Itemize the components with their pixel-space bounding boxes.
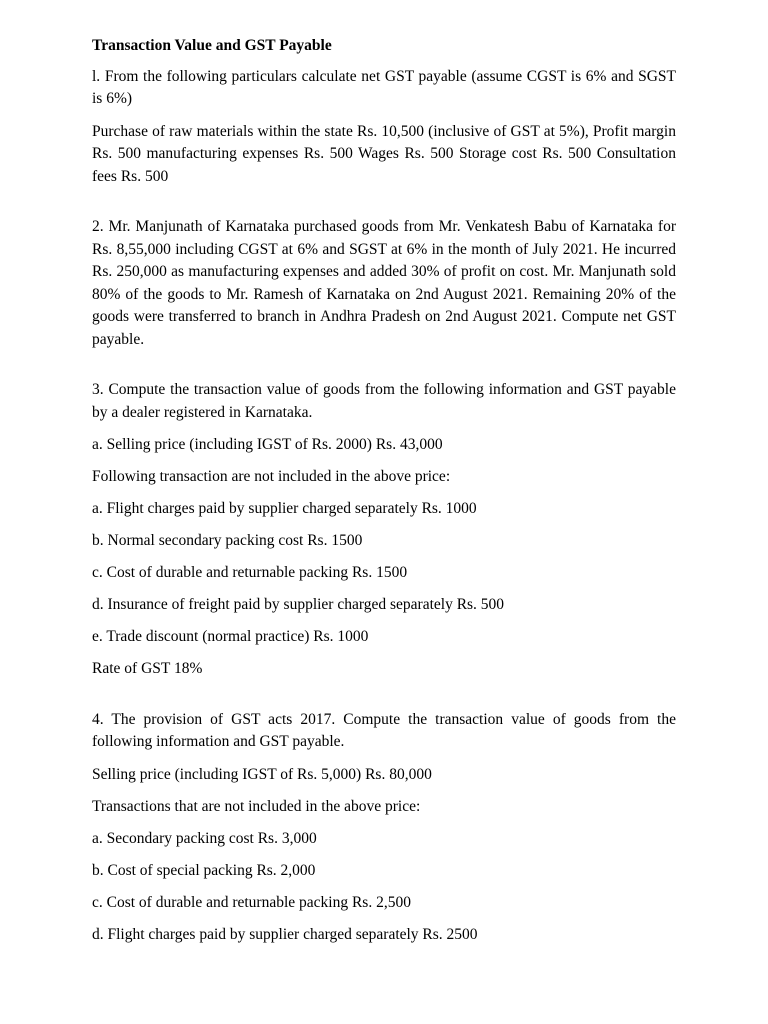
q3-item: b. Normal secondary packing cost Rs. 1500	[92, 532, 363, 549]
document-title: Transaction Value and GST Payable	[92, 37, 332, 54]
q3-item: d. Insurance of freight paid by supplier charged separately Rs. 500	[92, 596, 505, 613]
q3-prompt: 3. Compute the transaction value of goods from the following information and GST payable by a dealer registered in Karnataka.	[92, 381, 676, 421]
section-spacer	[92, 681, 676, 709]
q4-prompt: 4. The provision of GST acts 2017. Compute the transaction value of goods from the following information and GST payable.	[92, 710, 676, 750]
q3-excluded-heading: Following transaction are not included in the above price:	[92, 468, 451, 485]
q2-prompt: 2. Mr. Manjunath of Karnataka purchased goods from Mr. Venkatesh Babu of Karnataka for Rs. 8,55,000 including CGST at 6% and SGST at 6% in the month of July 2021. He incurred Rs. 250,000 as manufacturing expenses and added 30% of profit on cost. Mr. Manjunath sold 80% of the goods to Mr. Ramesh of Karnataka on 2nd August 2021. Remaining 20% of the goods were transferred to branch in Andhra Pradesh on 2nd August 2021. Compute net GST payable.	[92, 218, 676, 348]
q3-item: a. Flight charges paid by supplier charged separately Rs. 1000	[92, 500, 477, 517]
q4-item: c. Cost of durable and returnable packing Rs. 2,500	[92, 893, 411, 911]
q4-item: a. Secondary packing cost Rs. 3,000	[92, 829, 317, 847]
q3-selling-price: a. Selling price (including IGST of Rs. 2000) Rs. 43,000	[92, 436, 443, 453]
section-spacer	[92, 351, 676, 379]
q1-details: Purchase of raw materials within the state Rs. 10,500 (inclusive of GST at 5%), Profit margin Rs. 500 manufacturing expenses Rs. 500 Wages Rs. 500 Storage cost Rs. 500 Consultation fees Rs. 500	[92, 122, 676, 185]
document-body	[92, 35, 676, 946]
q3-item: c. Cost of durable and returnable packing Rs. 1500	[92, 564, 408, 581]
q1-prompt: l. From the following particulars calculate net GST payable (assume CGST is 6% and SGST is 6%)	[92, 67, 676, 107]
q3-item: e. Trade discount (normal practice) Rs. 1000	[92, 628, 369, 645]
q3-gst-rate: Rate of GST 18%	[92, 660, 203, 677]
q4-selling-price: Selling price (including IGST of Rs. 5,000) Rs. 80,000	[92, 765, 432, 783]
q4-excluded-heading: Transactions that are not included in the above price:	[92, 797, 421, 815]
q4-item: d. Flight charges paid by supplier charged separately Rs. 2500	[92, 925, 478, 943]
q4-item: b. Cost of special packing Rs. 2,000	[92, 861, 316, 879]
section-spacer	[92, 188, 676, 216]
